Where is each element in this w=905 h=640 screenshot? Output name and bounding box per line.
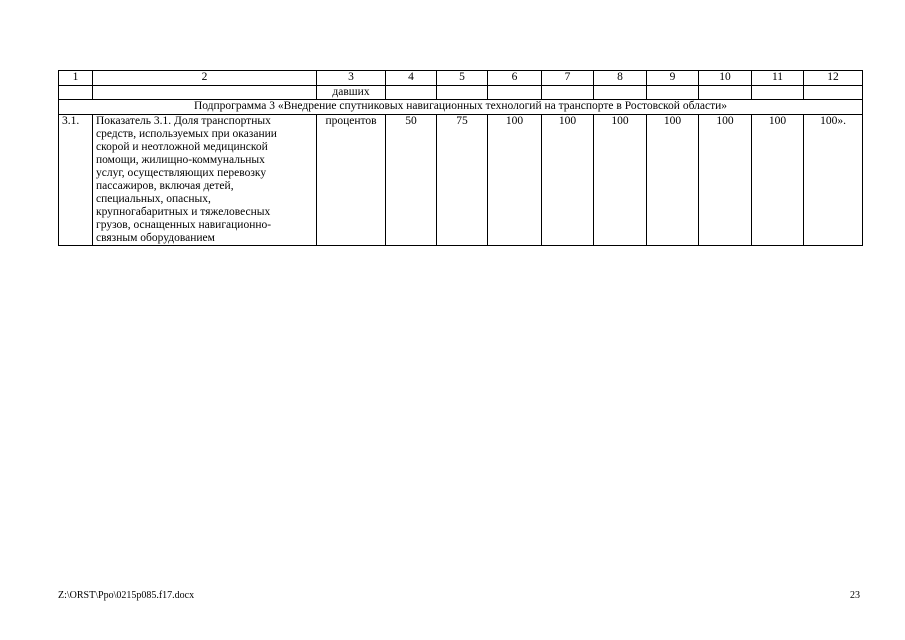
value-cell: 100 [752, 115, 804, 246]
header-cell: 7 [542, 71, 594, 86]
row-number: 3.1. [59, 115, 93, 246]
description-line: помощи, жилищно-коммунальных [96, 154, 265, 166]
description-line: скорой и неотложной медицинской [96, 141, 268, 153]
value-cell: 100 [594, 115, 647, 246]
continuation-cell [594, 86, 647, 100]
header-cell: 8 [594, 71, 647, 86]
value-cell: 100 [488, 115, 542, 246]
value-cell: 100 [699, 115, 752, 246]
continuation-cell [804, 86, 863, 100]
header-cell: 6 [488, 71, 542, 86]
header-cell: 3 [317, 71, 386, 86]
page-number: 23 [850, 590, 860, 601]
header-cell: 10 [699, 71, 752, 86]
indicator-description [93, 115, 317, 246]
continuation-cell [437, 86, 488, 100]
value-cell: 100 [647, 115, 699, 246]
column-number-row [59, 71, 863, 86]
header-cell: 11 [752, 71, 804, 86]
value-cell: 100 [542, 115, 594, 246]
continuation-row [59, 86, 863, 100]
value-cell: 100». [804, 115, 863, 246]
header-cell: 12 [804, 71, 863, 86]
description-line: грузов, оснащенных навигационно- [96, 219, 272, 231]
header-cell: 1 [59, 71, 93, 86]
continuation-cell [59, 86, 93, 100]
header-cell: 9 [647, 71, 699, 86]
header-cell: 5 [437, 71, 488, 86]
description-line: связным оборудованием [96, 232, 215, 244]
continuation-cell [386, 86, 437, 100]
description-line: услуг, осуществляющих перевозку [96, 167, 267, 179]
description-line: пассажиров, включая детей, [96, 180, 234, 192]
header-cell: 4 [386, 71, 437, 86]
continuation-cell [647, 86, 699, 100]
header-cell: 2 [93, 71, 317, 86]
description-line: специальных, опасных, [96, 193, 211, 205]
value-cell: 50 [386, 115, 437, 246]
subprogram-title: Подпрограмма 3 «Внедрение спутниковых навигационных технологий на транспорте в Ростовской области» [59, 100, 863, 115]
description-line: Показатель 3.1. Доля транспортных [96, 115, 271, 127]
continuation-cell [752, 86, 804, 100]
continuation-cell [488, 86, 542, 100]
table-row [59, 115, 863, 246]
continuation-cell: давших [317, 86, 386, 100]
indicator-table [58, 70, 863, 246]
description-line: крупногабаритных и тяжеловесных [96, 206, 271, 218]
value-cell: 75 [437, 115, 488, 246]
unit-cell: процентов [317, 115, 386, 246]
file-path: Z:\ORST\Ppo\0215p085.f17.docx [58, 590, 195, 601]
continuation-cell [93, 86, 317, 100]
continuation-cell [542, 86, 594, 100]
continuation-cell [699, 86, 752, 100]
section-row [59, 100, 863, 115]
description-line: средств, используемых при оказании [96, 128, 277, 140]
